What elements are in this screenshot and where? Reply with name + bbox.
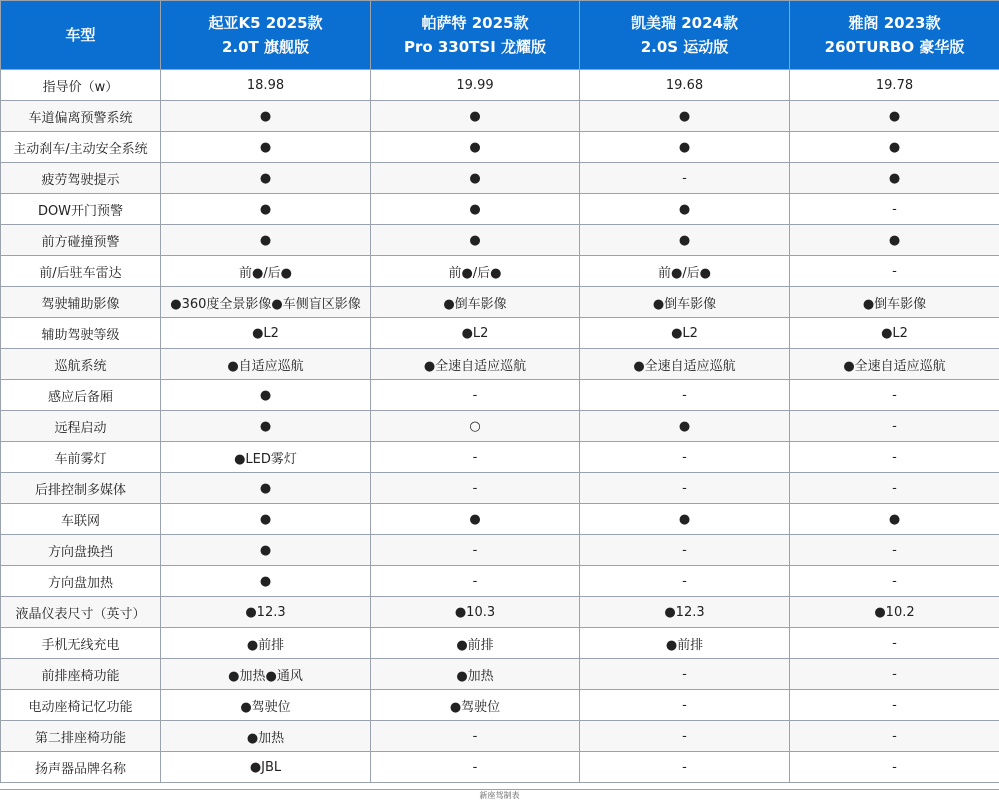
- value-cell-model-1: ●LED雾灯: [161, 442, 371, 473]
- value-cell-model-3: -: [580, 659, 790, 690]
- value-cell-model-1: ●: [161, 504, 371, 535]
- feature-name-cell: 后排控制多媒体: [1, 473, 161, 504]
- value-cell-model-1: ●L2: [161, 318, 371, 349]
- value-cell-model-2: 前●/后●: [371, 256, 580, 287]
- table-row: [1, 597, 999, 628]
- value-cell-model-1: 前●/后●: [161, 256, 371, 287]
- header-model-1: [161, 1, 371, 70]
- value-cell-model-1: ●: [161, 101, 371, 132]
- feature-name-cell: 指导价（w）: [1, 70, 161, 101]
- value-cell-model-4: ●L2: [790, 318, 999, 349]
- value-cell-model-3: 前●/后●: [580, 256, 790, 287]
- value-cell-model-3: ●12.3: [580, 597, 790, 628]
- feature-name-cell: 第二排座椅功能: [1, 721, 161, 752]
- value-cell-model-4: -: [790, 442, 999, 473]
- value-cell-model-3: -: [580, 721, 790, 752]
- value-cell-model-2: ●: [371, 163, 580, 194]
- feature-name-cell: 方向盘换挡: [1, 535, 161, 566]
- value-cell-model-1: ●: [161, 380, 371, 411]
- feature-name-cell: 辅助驾驶等级: [1, 318, 161, 349]
- value-cell-model-3: ●倒车影像: [580, 287, 790, 318]
- value-cell-model-1: ●JBL: [161, 752, 371, 783]
- table-row: [1, 473, 999, 504]
- value-cell-model-3: ●: [580, 132, 790, 163]
- value-cell-model-1: ●: [161, 411, 371, 442]
- value-cell-model-4: -: [790, 473, 999, 504]
- value-cell-model-1: ●360度全景影像●车侧盲区影像: [161, 287, 371, 318]
- value-cell-model-3: ●: [580, 101, 790, 132]
- feature-name-cell: 车道偏离预警系统: [1, 101, 161, 132]
- table-row: [1, 163, 999, 194]
- model-name-line: 帕萨特 2025款: [371, 11, 579, 35]
- header-row: [1, 1, 999, 70]
- feature-name-cell: 主动刹车/主动安全系统: [1, 132, 161, 163]
- value-cell-model-2: -: [371, 380, 580, 411]
- feature-name-cell: 疲劳驾驶提示: [1, 163, 161, 194]
- value-cell-model-2: -: [371, 721, 580, 752]
- feature-name-cell: 前/后驻车雷达: [1, 256, 161, 287]
- value-cell-model-2: ○: [371, 411, 580, 442]
- feature-name-cell: 方向盘加热: [1, 566, 161, 597]
- value-cell-model-3: ●全速自适应巡航: [580, 349, 790, 380]
- table-row: [1, 535, 999, 566]
- model-name-line: 凯美瑞 2024款: [580, 11, 789, 35]
- value-cell-model-2: ●: [371, 101, 580, 132]
- table-row: [1, 101, 999, 132]
- table-row: [1, 566, 999, 597]
- feature-name-cell: 感应后备厢: [1, 380, 161, 411]
- feature-name-cell: 巡航系统: [1, 349, 161, 380]
- table-row: [1, 752, 999, 783]
- value-cell-model-3: ●前排: [580, 628, 790, 659]
- table-row: [1, 504, 999, 535]
- value-cell-model-4: -: [790, 566, 999, 597]
- value-cell-model-2: ●: [371, 225, 580, 256]
- table-footer-credit: 新座驾制表: [0, 789, 999, 801]
- value-cell-model-1: ●加热: [161, 721, 371, 752]
- header-feature-label: 车型: [1, 1, 161, 70]
- value-cell-model-1: ●: [161, 566, 371, 597]
- value-cell-model-2: ●加热: [371, 659, 580, 690]
- table-row: [1, 659, 999, 690]
- feature-name-cell: 远程启动: [1, 411, 161, 442]
- value-cell-model-4: ●10.2: [790, 597, 999, 628]
- feature-name-cell: 扬声器品牌名称: [1, 752, 161, 783]
- value-cell-model-3: -: [580, 442, 790, 473]
- value-cell-model-4: -: [790, 256, 999, 287]
- table-row: [1, 411, 999, 442]
- value-cell-model-1: ●: [161, 473, 371, 504]
- value-cell-model-2: -: [371, 752, 580, 783]
- feature-name-cell: 车联网: [1, 504, 161, 535]
- value-cell-model-2: -: [371, 473, 580, 504]
- table-row: [1, 690, 999, 721]
- feature-name-cell: DOW开门预警: [1, 194, 161, 225]
- value-cell-model-4: 19.78: [790, 70, 999, 101]
- table-row: [1, 721, 999, 752]
- value-cell-model-4: ●全速自适应巡航: [790, 349, 999, 380]
- value-cell-model-4: -: [790, 380, 999, 411]
- value-cell-model-4: ●: [790, 101, 999, 132]
- table-row: [1, 318, 999, 349]
- model-trim-line: 2.0T 旗舰版: [161, 35, 370, 59]
- value-cell-model-4: -: [790, 752, 999, 783]
- value-cell-model-3: 19.68: [580, 70, 790, 101]
- value-cell-model-3: ●: [580, 411, 790, 442]
- model-name-line: 雅阁 2023款: [790, 11, 999, 35]
- value-cell-model-4: -: [790, 721, 999, 752]
- table-row: [1, 628, 999, 659]
- value-cell-model-3: -: [580, 535, 790, 566]
- value-cell-model-1: ●: [161, 132, 371, 163]
- value-cell-model-2: ●: [371, 194, 580, 225]
- value-cell-model-1: ●: [161, 163, 371, 194]
- value-cell-model-2: -: [371, 566, 580, 597]
- table-body: [1, 70, 999, 783]
- value-cell-model-1: ●自适应巡航: [161, 349, 371, 380]
- feature-name-cell: 电动座椅记忆功能: [1, 690, 161, 721]
- value-cell-model-2: ●: [371, 504, 580, 535]
- value-cell-model-3: -: [580, 752, 790, 783]
- table-row: [1, 132, 999, 163]
- feature-name-cell: 前方碰撞预警: [1, 225, 161, 256]
- value-cell-model-2: ●: [371, 132, 580, 163]
- value-cell-model-4: -: [790, 194, 999, 225]
- value-cell-model-4: ●倒车影像: [790, 287, 999, 318]
- value-cell-model-1: ●12.3: [161, 597, 371, 628]
- value-cell-model-1: ●: [161, 535, 371, 566]
- header-model-4: [790, 1, 999, 70]
- value-cell-model-4: ●: [790, 225, 999, 256]
- value-cell-model-2: ●10.3: [371, 597, 580, 628]
- value-cell-model-4: -: [790, 628, 999, 659]
- value-cell-model-4: -: [790, 535, 999, 566]
- value-cell-model-1: ●前排: [161, 628, 371, 659]
- value-cell-model-2: 19.99: [371, 70, 580, 101]
- feature-name-cell: 液晶仪表尺寸（英寸）: [1, 597, 161, 628]
- value-cell-model-3: -: [580, 163, 790, 194]
- table-row: [1, 225, 999, 256]
- value-cell-model-4: -: [790, 690, 999, 721]
- value-cell-model-2: -: [371, 442, 580, 473]
- model-trim-line: 2.0S 运动版: [580, 35, 789, 59]
- table-row: [1, 442, 999, 473]
- header-model-2: [371, 1, 580, 70]
- value-cell-model-2: ●全速自适应巡航: [371, 349, 580, 380]
- feature-name-cell: 驾驶辅助影像: [1, 287, 161, 318]
- value-cell-model-1: ●驾驶位: [161, 690, 371, 721]
- value-cell-model-2: ●倒车影像: [371, 287, 580, 318]
- value-cell-model-1: ●: [161, 194, 371, 225]
- value-cell-model-4: ●: [790, 132, 999, 163]
- table-row: [1, 256, 999, 287]
- value-cell-model-3: ●L2: [580, 318, 790, 349]
- value-cell-model-2: ●驾驶位: [371, 690, 580, 721]
- value-cell-model-2: ●L2: [371, 318, 580, 349]
- value-cell-model-4: ●: [790, 504, 999, 535]
- table-row: [1, 349, 999, 380]
- header-model-3: [580, 1, 790, 70]
- value-cell-model-2: -: [371, 535, 580, 566]
- feature-name-cell: 手机无线充电: [1, 628, 161, 659]
- value-cell-model-1: ●加热●通风: [161, 659, 371, 690]
- value-cell-model-3: -: [580, 690, 790, 721]
- value-cell-model-3: ●: [580, 225, 790, 256]
- value-cell-model-3: -: [580, 566, 790, 597]
- model-trim-line: Pro 330TSI 龙耀版: [371, 35, 579, 59]
- value-cell-model-1: ●: [161, 225, 371, 256]
- value-cell-model-4: -: [790, 659, 999, 690]
- value-cell-model-3: -: [580, 380, 790, 411]
- feature-name-cell: 前排座椅功能: [1, 659, 161, 690]
- model-name-line: 起亚K5 2025款: [161, 11, 370, 35]
- table-row: [1, 380, 999, 411]
- table-row: [1, 70, 999, 101]
- table-header: [1, 1, 999, 70]
- value-cell-model-1: 18.98: [161, 70, 371, 101]
- value-cell-model-4: ●: [790, 163, 999, 194]
- value-cell-model-2: ●前排: [371, 628, 580, 659]
- table-row: [1, 287, 999, 318]
- value-cell-model-3: ●: [580, 194, 790, 225]
- value-cell-model-3: ●: [580, 504, 790, 535]
- table-row: [1, 194, 999, 225]
- value-cell-model-4: -: [790, 411, 999, 442]
- model-trim-line: 260TURBO 豪华版: [790, 35, 999, 59]
- feature-name-cell: 车前雾灯: [1, 442, 161, 473]
- value-cell-model-3: -: [580, 473, 790, 504]
